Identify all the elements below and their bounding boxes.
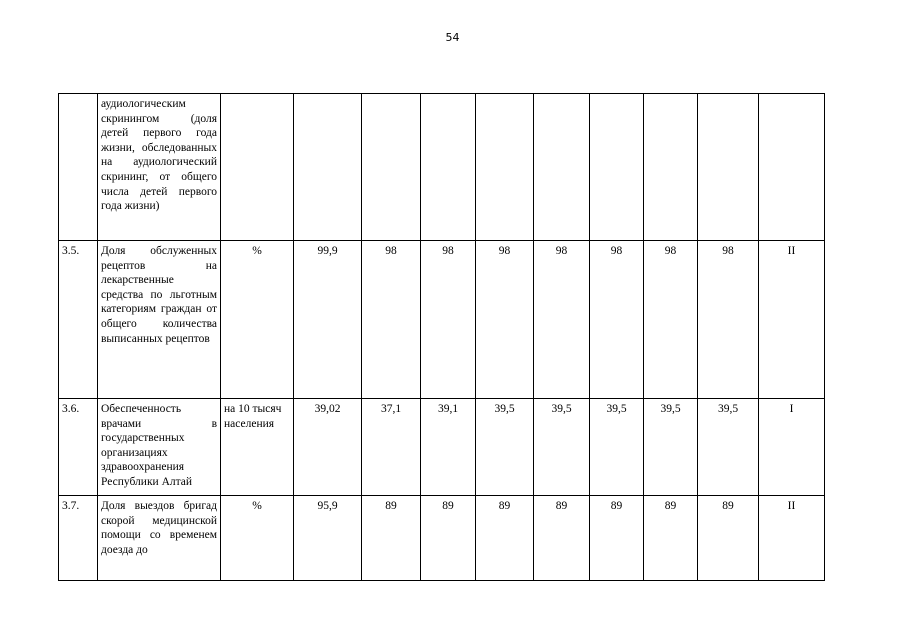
value-cell xyxy=(362,94,421,241)
unit-cell: % xyxy=(221,496,294,581)
value-cell: 39,5 xyxy=(590,399,644,496)
value-cell: 37,1 xyxy=(362,399,421,496)
category-cell: I xyxy=(759,399,825,496)
value-cell: 39,5 xyxy=(534,399,590,496)
row-number: 3.6. xyxy=(59,399,98,496)
value-cell: 39,5 xyxy=(644,399,698,496)
value-cell: 89 xyxy=(644,496,698,581)
value-cell: 89 xyxy=(362,496,421,581)
value-cell xyxy=(294,94,362,241)
value-cell: 89 xyxy=(476,496,534,581)
value-cell: 39,1 xyxy=(421,399,476,496)
table-row xyxy=(59,94,825,241)
value-cell xyxy=(590,94,644,241)
value-cell xyxy=(534,94,590,241)
value-cell: 98 xyxy=(698,241,759,399)
indicator-name: Обеспеченность врачами в государственных организациях здравоохранения Республики Алтай xyxy=(98,399,221,496)
indicator-name: Доля выездов бригад скорой медицинской помощи со временем доезда до xyxy=(98,496,221,581)
indicators-table xyxy=(58,93,825,581)
value-cell: 89 xyxy=(590,496,644,581)
value-cell: 39,02 xyxy=(294,399,362,496)
value-cell: 89 xyxy=(698,496,759,581)
page-number: 54 xyxy=(445,31,460,44)
table-row xyxy=(59,399,825,496)
category-cell xyxy=(759,94,825,241)
value-cell xyxy=(421,94,476,241)
value-cell: 98 xyxy=(644,241,698,399)
indicator-name: аудиологическим скринингом (доля детей первого года жизни, обследованных на аудиологический скрининг, от общего числа детей первого года жизни) xyxy=(98,94,221,241)
value-cell: 98 xyxy=(362,241,421,399)
value-cell: 39,5 xyxy=(698,399,759,496)
row-number: 3.7. xyxy=(59,496,98,581)
value-cell: 39,5 xyxy=(476,399,534,496)
value-cell xyxy=(644,94,698,241)
value-cell: 98 xyxy=(534,241,590,399)
value-cell: 95,9 xyxy=(294,496,362,581)
category-cell: II xyxy=(759,241,825,399)
value-cell: 89 xyxy=(534,496,590,581)
table-row xyxy=(59,496,825,581)
row-number: 3.5. xyxy=(59,241,98,399)
unit-cell xyxy=(221,94,294,241)
value-cell xyxy=(476,94,534,241)
table-row xyxy=(59,241,825,399)
indicator-name: Доля обслуженных рецептов на лекарственные средства по льготным категориям граждан от общего количества выписанных рецептов xyxy=(98,241,221,399)
value-cell: 99,9 xyxy=(294,241,362,399)
value-cell: 98 xyxy=(421,241,476,399)
value-cell: 98 xyxy=(476,241,534,399)
value-cell xyxy=(698,94,759,241)
value-cell: 98 xyxy=(590,241,644,399)
value-cell: 89 xyxy=(421,496,476,581)
row-number xyxy=(59,94,98,241)
unit-cell: на 10 тысяч населения xyxy=(221,399,294,496)
category-cell: II xyxy=(759,496,825,581)
unit-cell: % xyxy=(221,241,294,399)
